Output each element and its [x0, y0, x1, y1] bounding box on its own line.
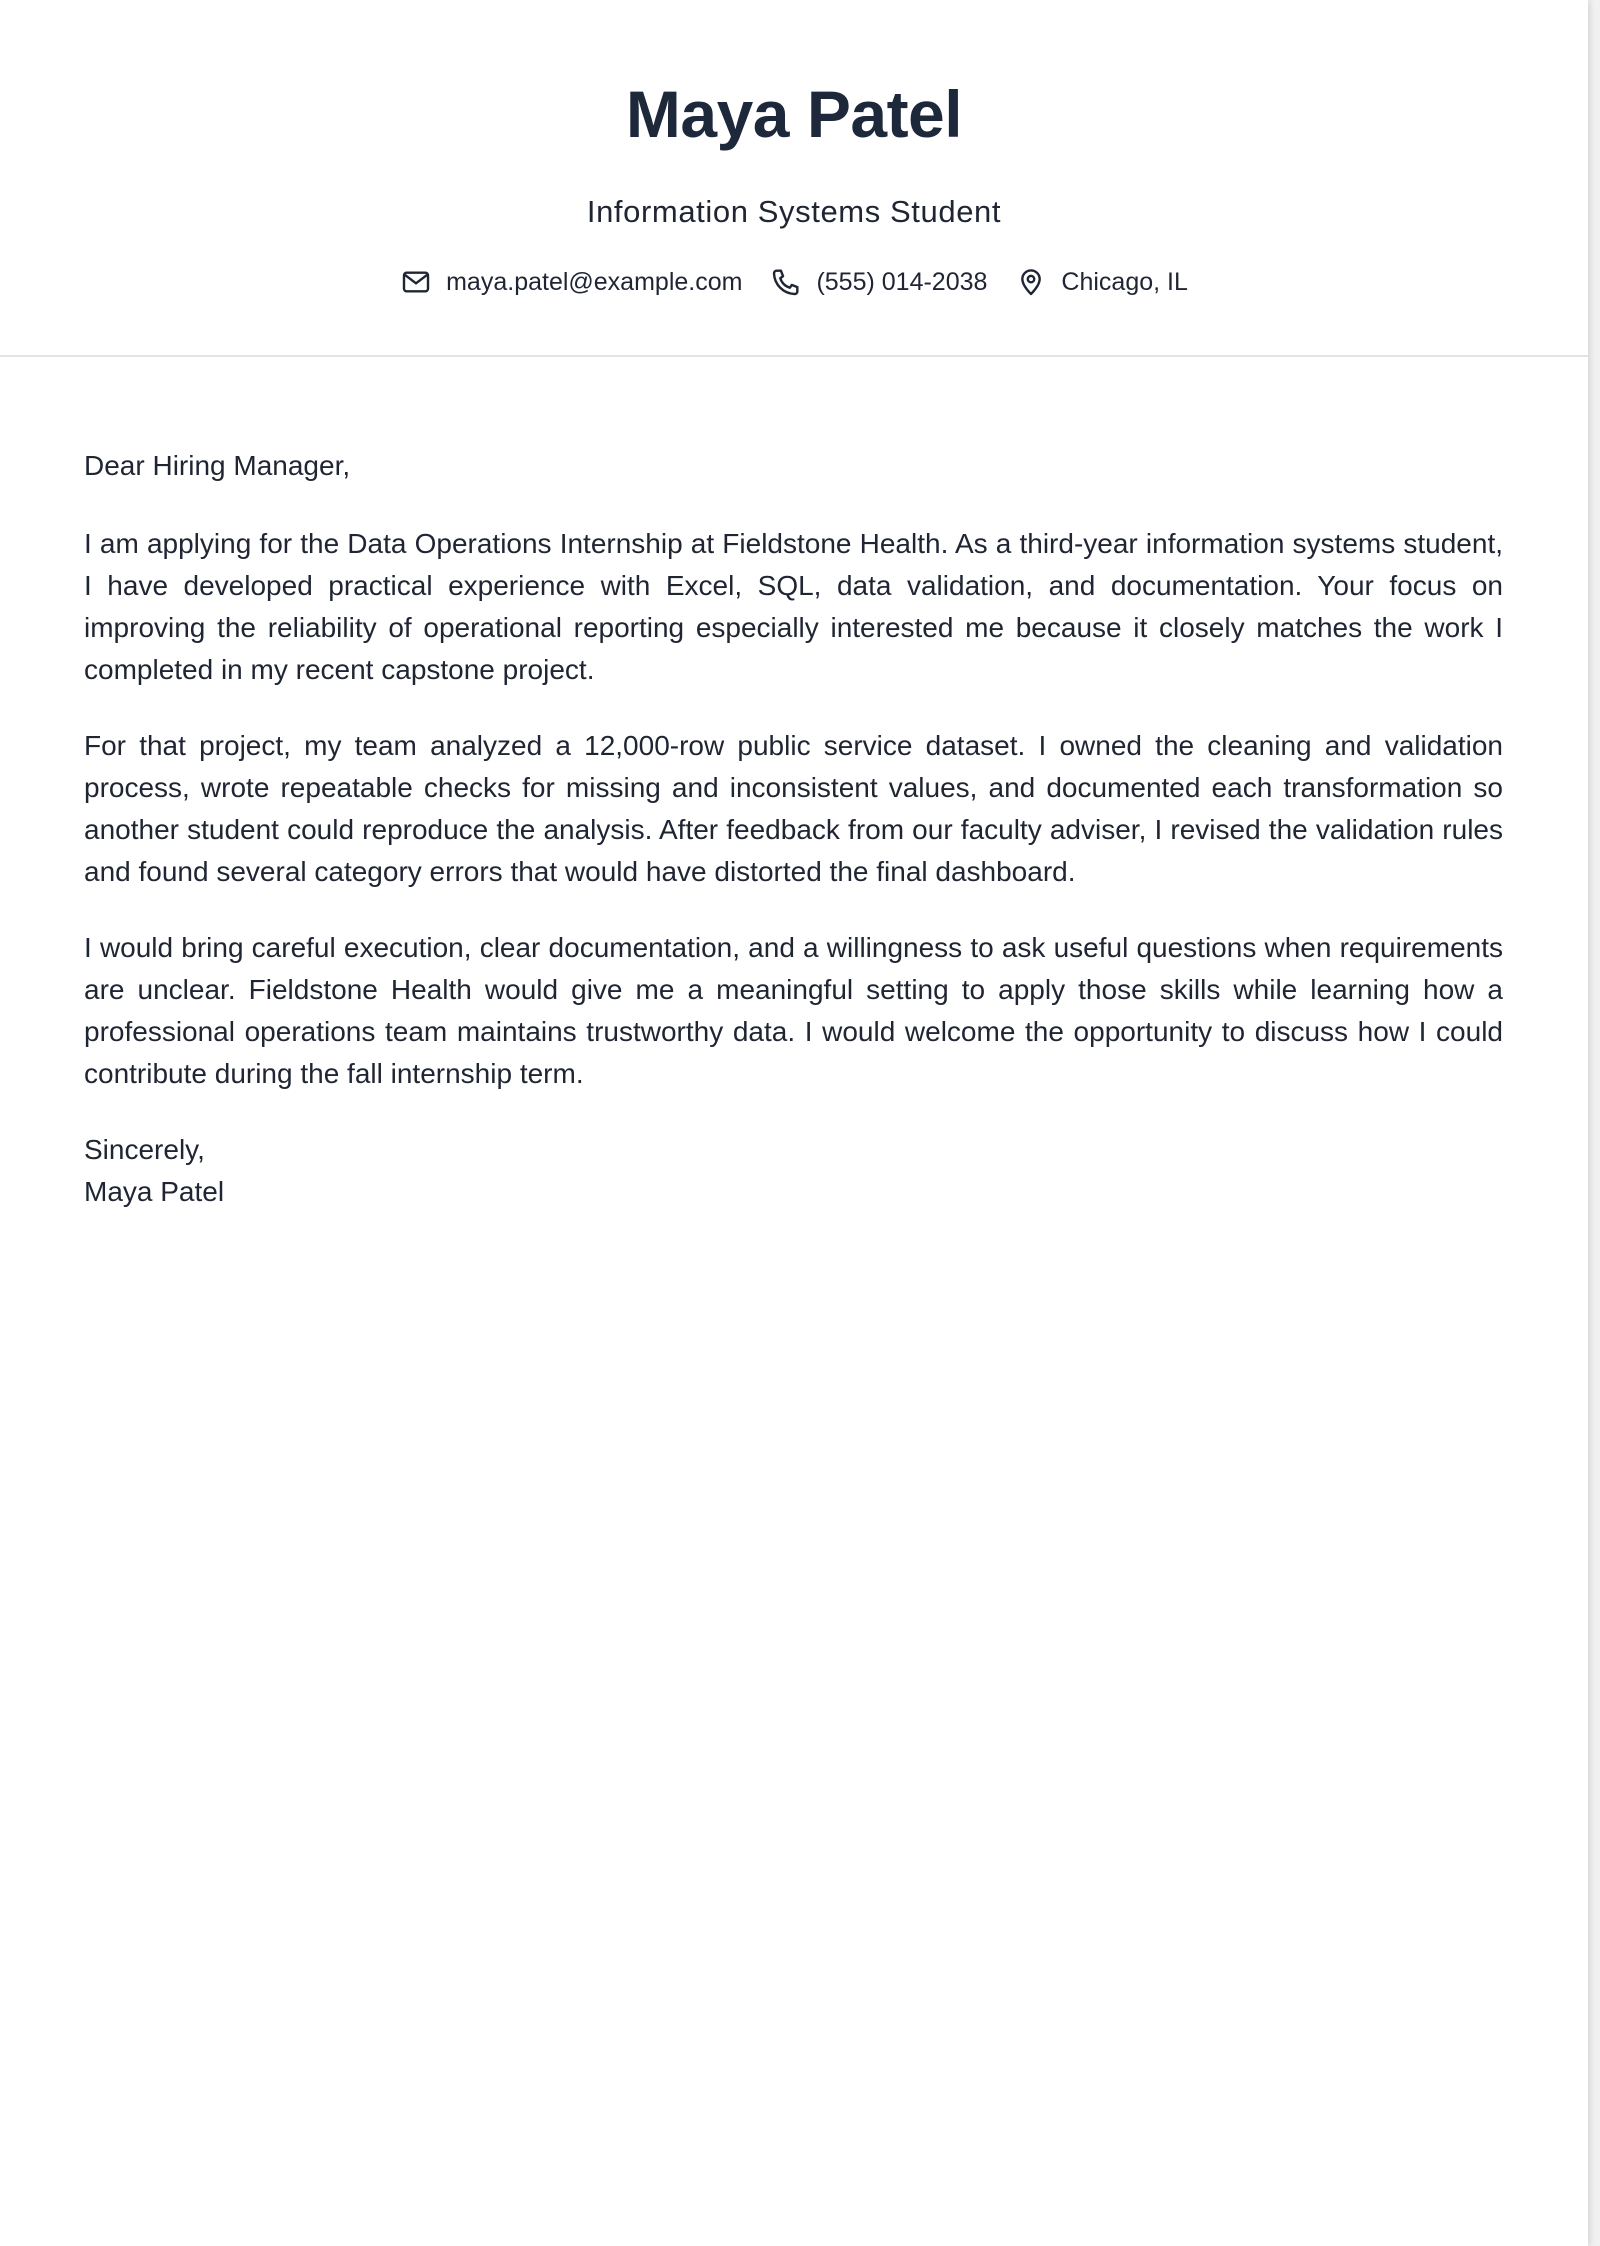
paragraph-2: For that project, my team analyzed a 12,000-row public service dataset. I owned the cleaning and validation process, wrote repeatable checks for missing and inconsistent values, and documented each transformation so another student could reproduce the analysis. After feedback from our faculty adviser, I revised the validation rules and found several category errors that would have distorted the final dashboard.: [84, 730, 1503, 887]
contact-phone: [770, 266, 987, 298]
letter-body: [84, 445, 1503, 1213]
applicant-name: Maya Patel: [625, 77, 963, 151]
map-pin-icon: [1015, 266, 1047, 298]
mail-icon: [400, 266, 432, 298]
letter-header: [0, 0, 1588, 357]
paragraph-3: I would bring careful execution, clear documentation, and a willingness to ask useful questions when requirements are unclear. Fieldstone Health would give me a meaningful setting to apply those skills while learning how a professional operations team maintains trustworthy data. I would welcome the opportunity to discuss how I could contribute during the fall internship term.: [84, 932, 1503, 1089]
signature: Maya Patel: [84, 1176, 225, 1207]
location-text: Chicago, IL: [1061, 267, 1188, 296]
salutation: Dear Hiring Manager,: [84, 450, 351, 481]
email-text: maya.patel@example.com: [446, 267, 743, 296]
applicant-title: Information Systems Student: [586, 194, 1002, 229]
contact-location: [1015, 266, 1187, 298]
paragraph-1: I am applying for the Data Operations Internship at Fieldstone Health. As a third-year information systems student, I have developed practical experience with Excel, SQL, data validation, and documentation. Your focus on improving the reliability of operational reporting especially interested me because it closely matches the work I completed in my recent capstone project.: [84, 528, 1503, 685]
closing: Sincerely,: [84, 1134, 205, 1165]
contact-row: [0, 262, 1588, 302]
phone-text: (555) 014-2038: [816, 267, 988, 296]
phone-icon: [770, 266, 802, 298]
contact-email: [400, 266, 742, 298]
